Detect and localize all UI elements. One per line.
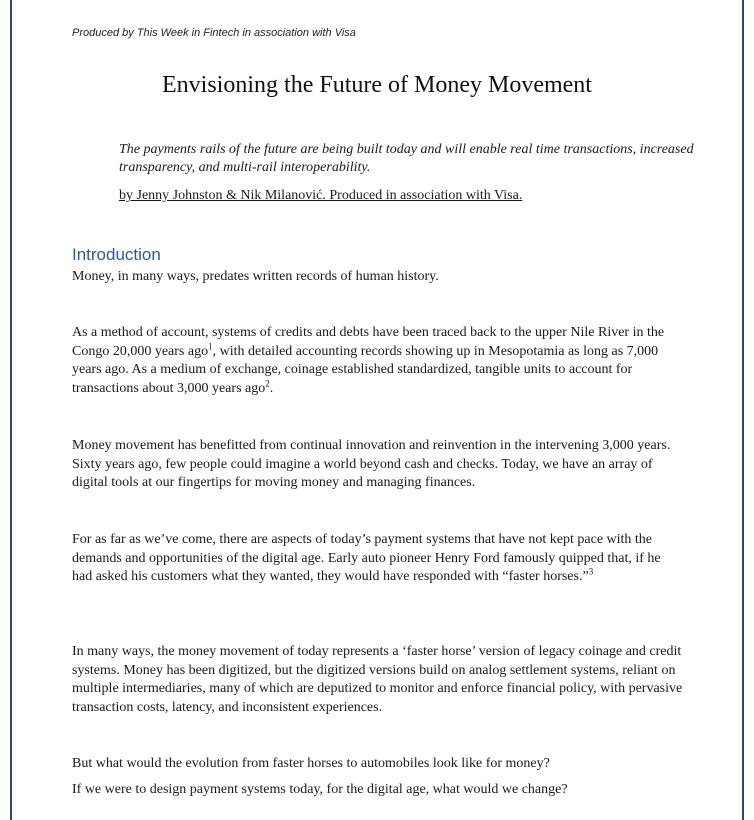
footnote-ref-2[interactable]: 2: [265, 377, 270, 388]
header-note: Produced by This Week in Fintech in association with Visa: [72, 27, 356, 39]
paragraph-2-text-b: , with detailed accounting records showing up in Mesopotamia as long as 7,000 years ago. As a medium of exchange, coinage established standardized, tangible units to account for transactions about 3,000 years ago: [72, 343, 659, 396]
paragraph-3: Money movement has benefitted from continual innovation and reinvention in the intervening 3,000 years. Sixty years ago, few people could imagine a world beyond cash and checks. Today, we have an array of digital tools at our fingertips for moving money and managing finances.: [72, 438, 671, 490]
paragraph-6: But what would the evolution from faster horses to automobiles look like for money?: [72, 756, 550, 771]
section-heading-introduction: Introduction: [72, 245, 161, 264]
paragraph-2: [72, 324, 684, 398]
paragraph-2-text-a: As a method of account, systems of credits and debts have been traced back to the upper Nile River in the Congo 20,000 years ago: [72, 325, 665, 359]
document-title: Envisioning the Future of Money Movement: [162, 72, 592, 98]
paragraph-7: If we were to design payment systems today, for the digital age, what would we change?: [72, 782, 568, 797]
paragraph-2-text-c: .: [269, 380, 274, 396]
author-byline[interactable]: by Jenny Johnston & Nik Milanović. Produced in association with Visa.: [119, 188, 523, 203]
document-subtitle: The payments rails of the future are being built today and will enable real time transactions, increased transparency, and multi-rail interoperability.: [119, 142, 694, 175]
paragraph-4-text: For as far as we’ve come, there are aspects of today’s payment systems that have not kept pace with the demands and opportunities of the digital age. Early auto pioneer Henry Ford famously quipped that, if he had asked his customers what they wanted, they would have responded with “faster horses.”: [72, 532, 661, 584]
footnote-ref-1[interactable]: 1: [208, 340, 213, 351]
paragraph-5: In many ways, the money movement of today represents a ‘faster horse’ version of legacy coinage and credit systems. Money has been digitized, but the digitized versions build on analog settlement systems, reliant on multiple intermediaries, many of which are deputized to monitor and enforce financial policy, with pervasive transaction costs, latency, and inconsistent experiences.: [72, 644, 683, 715]
paragraph-1: Money, in many ways, predates written records of human history.: [72, 269, 439, 284]
footnote-ref-3[interactable]: 3: [588, 566, 594, 577]
paragraph-4: [72, 531, 684, 587]
